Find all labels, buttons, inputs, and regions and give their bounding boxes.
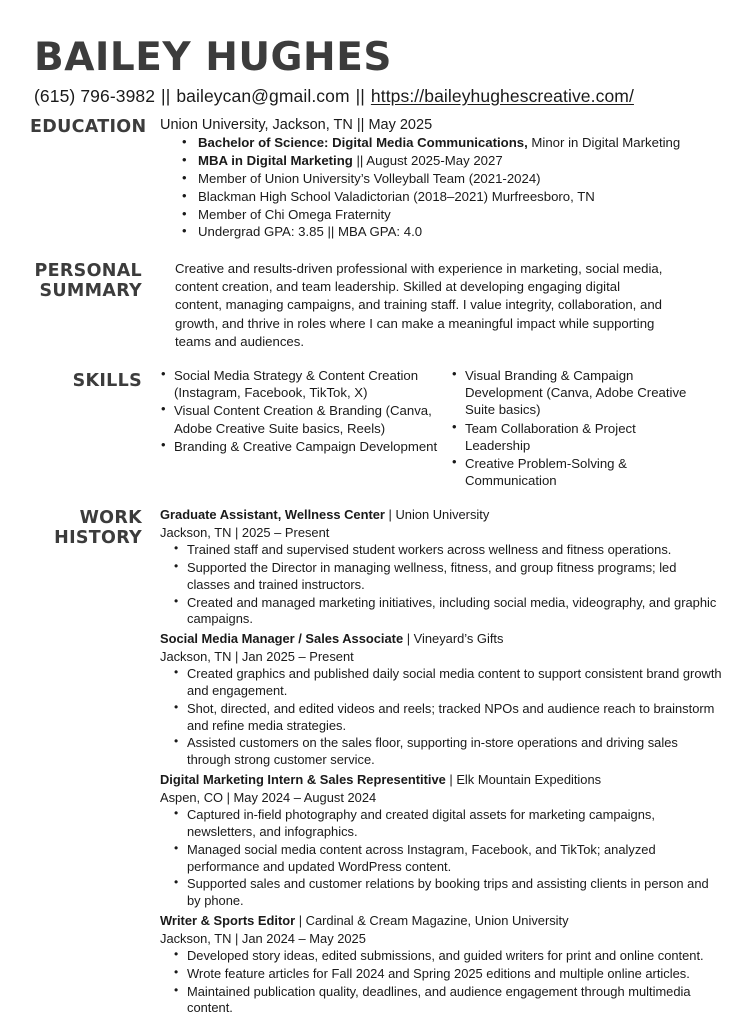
list-item: • Supported sales and customer relations by booking trips and assisting clients in person and by phone. [173,876,722,910]
work-history-section [0,507,752,1020]
contact-separator-2: || [355,85,365,106]
work-history-heading-line2: HISTORY [54,527,142,548]
list-item: • Shot, directed, and edited videos and reels; tracked NPOs and audience reach to brainstorm and refine media strategies. [173,701,722,735]
skills-column-left [160,367,441,490]
job-company: | Elk Mountain Expeditions [445,772,602,788]
portfolio-link[interactable]: https://baileyhughescreative.com/ [370,85,634,106]
contact-line [34,86,722,106]
education-school-line: Union University, Jackson, TN || May 2025 [160,116,433,133]
work-history-heading-line1: WORK [79,508,142,529]
education-item-rest: Undergrad GPA: 3.85 || MBA GPA: 4.0 [198,224,423,240]
contact-separator-1: || [161,85,171,106]
list-item: • Creative Problem-Solving & Communication [451,455,691,489]
list-item: • Created and managed marketing initiatives, including social media, videography, and graphic campaigns. [173,595,722,629]
skills-body [160,367,722,490]
list-item: • Visual Branding & Campaign Development (Canva, Adobe Creative Suite basics) [451,367,691,418]
resume-header [0,0,752,106]
list-item [182,171,722,188]
job-meta: Jackson, TN | 2025 – Present [160,524,330,540]
education-item-bold: Bachelor of Science: Digital Media Communications, [198,135,528,151]
job-company: | Vineyard’s Gifts [403,631,504,647]
phone-number: (615) 796-3982 [34,85,156,106]
personal-summary-body [160,260,722,351]
job-entry [160,913,722,1017]
job-company: | Union University [384,507,490,523]
education-item-rest: Minor in Digital Marketing [527,135,681,151]
job-bullets [160,807,722,910]
education-list [160,135,722,241]
job-meta: Jackson, TN | Jan 2024 – May 2025 [160,930,366,946]
list-item [182,207,722,224]
job-company: | Cardinal & Cream Magazine, Union University [295,912,569,928]
list-item: • Team Collaboration & Project Leadership [451,420,691,454]
education-body [160,116,722,242]
job-bullets [160,948,722,1017]
list-item: • Created graphics and published daily social media content to support consistent brand growth and engagement. [173,666,722,700]
education-item-rest: Member of Chi Omega Fraternity [198,206,391,222]
job-meta: Aspen, CO | May 2024 – August 2024 [160,789,377,805]
skills-section [0,367,752,490]
work-history-body [160,507,722,1020]
list-item: • Developed story ideas, edited submissions, and guided writers for print and online content. [173,948,722,965]
list-item [182,224,722,241]
job-entry [160,772,722,910]
job-meta: Jackson, TN | Jan 2025 – Present [160,649,354,664]
job-bullets [160,666,722,769]
education-section [0,116,752,242]
job-title-line [160,631,722,648]
list-item: • Supported the Director in managing wellness, fitness, and group fitness programs; led classes and trained instructors. [173,560,722,594]
skills-heading: SKILLS [72,371,142,392]
job-title: Digital Marketing Intern & Sales Representitive [160,772,446,788]
email-address[interactable]: baileycan@gmail.com [176,85,350,106]
job-title-line [160,507,722,524]
list-item: • Social Media Strategy & Content Creation (Instagram, Facebook, TikTok, X) [160,367,441,401]
personal-summary-text: Creative and results-driven professional with experience in marketing, social media, content creation, and team leadership. Skilled at developing engaging digital content, managing campaigns, and training staff. I value integrity, collaboration, and growth, and thrive in roles where I can make a meaningful impact while supporting teams and audiences. [175,261,663,349]
page-title: BAILEY HUGHES [34,35,392,80]
personal-summary-heading-line2: SUMMARY [39,280,142,301]
personal-summary-heading [30,260,160,301]
personal-summary-heading-line1: PERSONAL [34,261,142,282]
list-item: • Trained staff and supervised student workers across wellness and fitness operations. [173,542,722,559]
list-item: • Captured in-field photography and created digital assets for marketing campaigns, newsletters, and infographics. [173,807,722,841]
education-item-rest: Blackman High School Valadictorian (2018–2021) Murfreesboro, TN [198,188,595,204]
list-item: • Branding & Creative Campaign Development [160,438,441,455]
work-history-heading [30,507,160,548]
personal-summary-section [0,260,752,351]
list-item: • Wrote feature articles for Fall 2024 and Spring 2025 editions and multiple online articles. [173,966,722,983]
job-title: Social Media Manager / Sales Associate [160,631,404,647]
skills-list-right [451,367,691,489]
skills-column-right [441,367,691,490]
list-item [182,135,722,152]
education-heading: EDUCATION [30,116,147,137]
skills-list-left [160,367,441,455]
job-title: Writer & Sports Editor [160,912,296,928]
education-item-rest: || August 2025-May 2027 [352,153,503,169]
job-title-line [160,772,722,789]
list-item: • Assisted customers on the sales floor, supporting in-store operations and driving sales through strong customer service. [173,735,722,769]
job-bullets [160,542,722,628]
list-item [182,189,722,206]
list-item [182,153,722,170]
list-item: • Maintained publication quality, deadlines, and audience engagement through multimedia content. [173,984,722,1018]
education-item-bold: MBA in Digital Marketing [198,153,353,169]
education-item-rest: Member of Union University’s Volleyball Team (2021-2024) [198,170,541,186]
list-item: • Visual Content Creation & Branding (Canva, Adobe Creative Suite basics, Reels) [160,402,441,436]
list-item: • Managed social media content across Instagram, Facebook, and TikTok; analyzed performance and updated WordPress content. [173,842,722,876]
job-title: Graduate Assistant, Wellness Center [160,507,385,523]
job-entry [160,631,722,769]
job-entry [160,507,722,628]
job-title-line [160,913,722,930]
skills-columns [160,367,722,490]
